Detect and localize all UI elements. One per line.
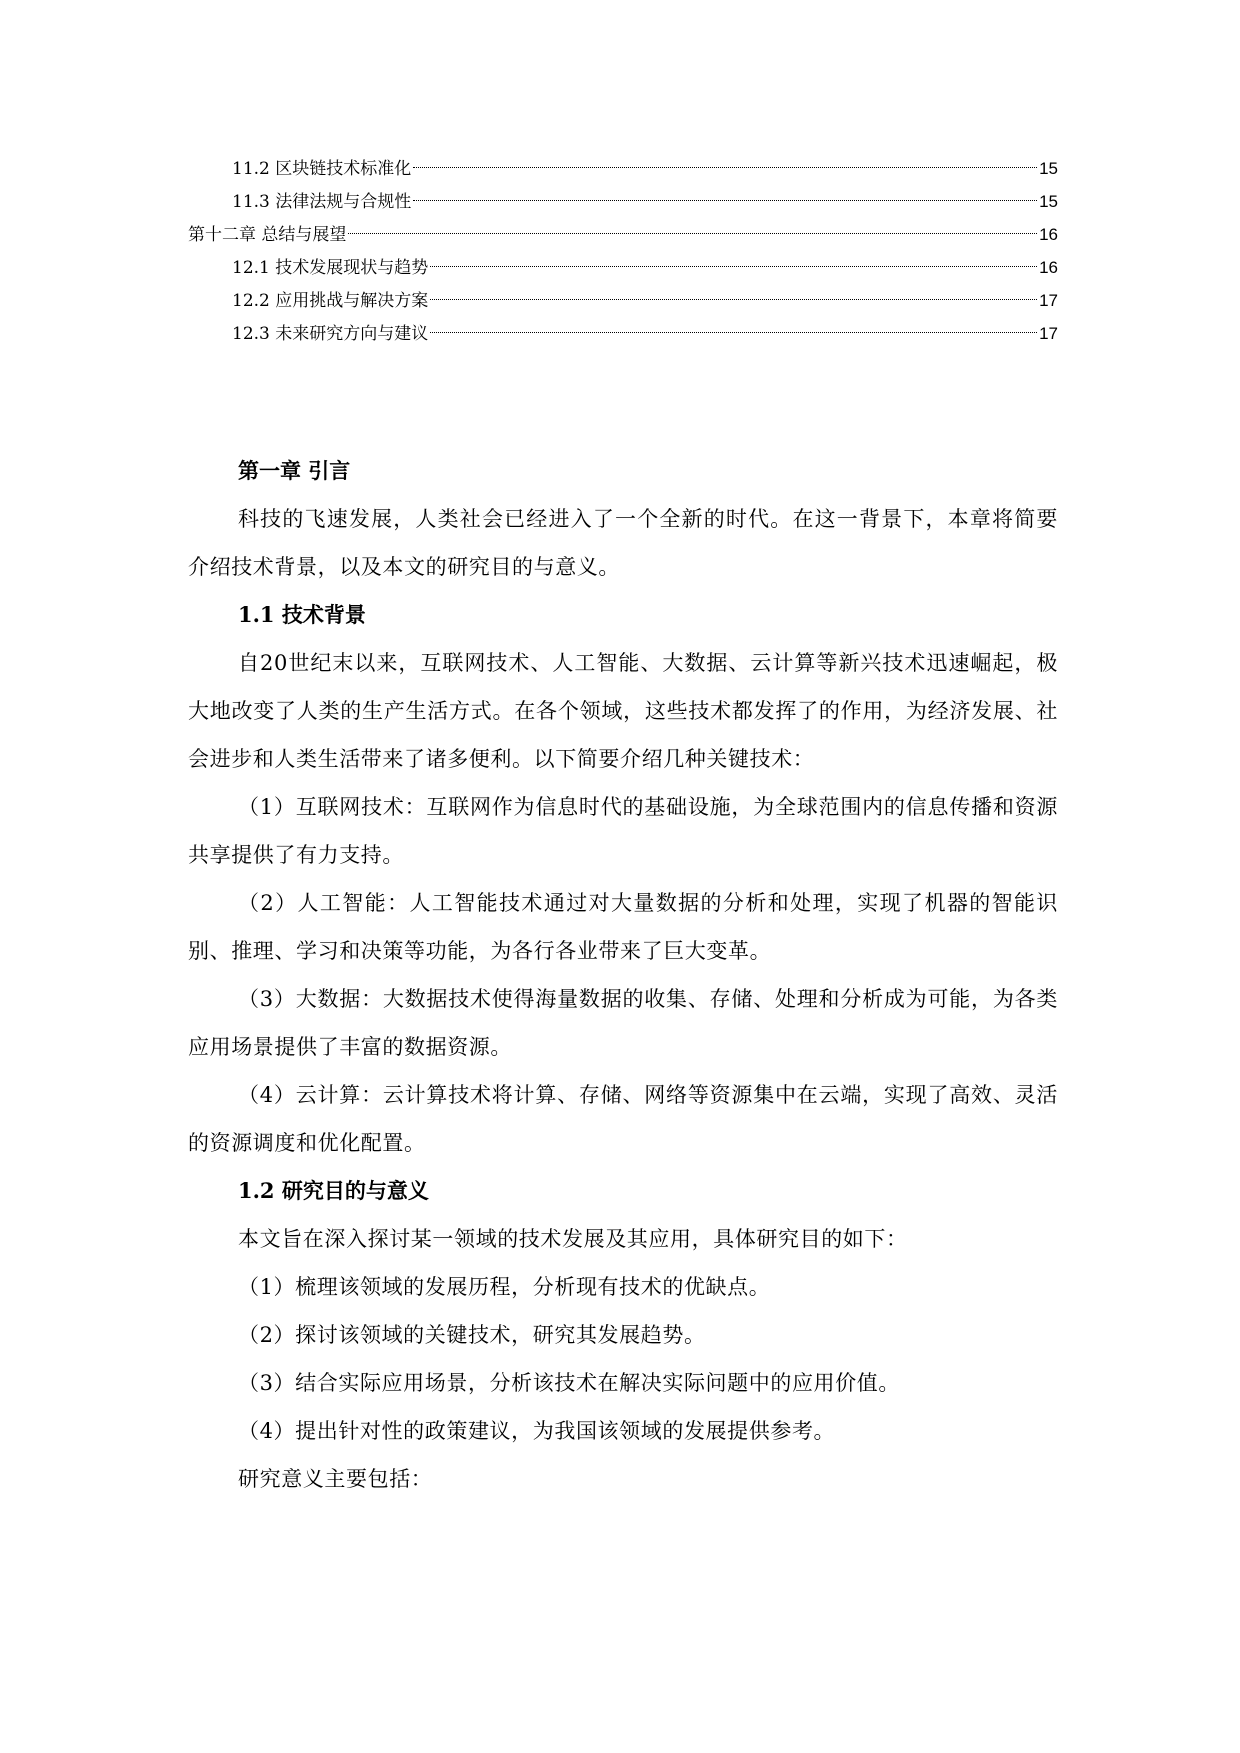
toc-dot-leader xyxy=(413,200,1037,201)
toc-entry-title: 11.2 区块链技术标准化 xyxy=(232,159,412,179)
section-1-2-outro: 研究意义主要包括： xyxy=(238,1467,433,1491)
section-title-1-1: 1.1 技术背景 xyxy=(238,602,366,627)
toc-entry-title: 12.3 未来研究方向与建议 xyxy=(232,324,429,344)
toc-dot-leader xyxy=(348,233,1037,234)
section-1-2-intro: 本文旨在深入探讨某一领域的技术发展及其应用，具体研究目的如下： xyxy=(238,1227,908,1251)
list-item: （4）提出针对性的政策建议，为我国该领域的发展提供参考。 xyxy=(238,1419,836,1443)
toc-entry-page: 15 xyxy=(1039,159,1058,178)
list-item: （2）探讨该领域的关键技术，研究其发展趋势。 xyxy=(238,1323,706,1347)
toc-entry[interactable] xyxy=(188,218,1058,251)
chapter-body xyxy=(188,447,1058,1503)
toc-dot-leader xyxy=(430,332,1037,333)
toc-entry-title: 12.2 应用挑战与解决方案 xyxy=(232,291,429,311)
section-title-1-2: 1.2 研究目的与意义 xyxy=(238,1178,429,1203)
toc-entry-page: 16 xyxy=(1039,225,1058,244)
chapter-title: 第一章 引言 xyxy=(238,458,351,483)
chapter-intro-paragraph: 科技的飞速发展，人类社会已经进入了一个全新的时代。在这一背景下，本章将简要介绍技术背景，以及本文的研究目的与意义。 xyxy=(188,507,1058,579)
list-item: （1）梳理该领域的发展历程，分析现有技术的优缺点。 xyxy=(238,1275,771,1299)
list-item: （1）互联网技术：互联网作为信息时代的基础设施，为全球范围内的信息传播和资源共享提供了有力支持。 xyxy=(188,795,1058,867)
list-item: （3）结合实际应用场景，分析该技术在解决实际问题中的应用价值。 xyxy=(238,1371,900,1395)
toc-entry-title: 第十二章 总结与展望 xyxy=(188,225,347,245)
toc-entry-title: 11.3 法律法规与合规性 xyxy=(232,192,412,212)
table-of-contents xyxy=(188,152,1058,350)
toc-dot-leader xyxy=(430,266,1037,267)
toc-entry[interactable] xyxy=(188,152,1058,185)
toc-dot-leader xyxy=(430,299,1037,300)
toc-entry-page: 15 xyxy=(1039,192,1058,211)
toc-entry-page: 17 xyxy=(1039,291,1058,310)
list-item: （4）云计算：云计算技术将计算、存储、网络等资源集中在云端，实现了高效、灵活的资源调度和优化配置。 xyxy=(188,1083,1058,1155)
list-item: （3）大数据：大数据技术使得海量数据的收集、存储、处理和分析成为可能，为各类应用场景提供了丰富的数据资源。 xyxy=(188,987,1058,1059)
toc-entry[interactable] xyxy=(188,185,1058,218)
toc-entry[interactable] xyxy=(188,251,1058,284)
toc-entry[interactable] xyxy=(188,284,1058,317)
list-item: （2）人工智能：人工智能技术通过对大量数据的分析和处理，实现了机器的智能识别、推理、学习和决策等功能，为各行各业带来了巨大变革。 xyxy=(188,891,1058,963)
toc-entry-page: 16 xyxy=(1039,258,1058,277)
toc-entry-title: 12.1 技术发展现状与趋势 xyxy=(232,258,429,278)
toc-entry[interactable] xyxy=(188,317,1058,350)
section-1-1-paragraph: 自20世纪末以来，互联网技术、人工智能、大数据、云计算等新兴技术迅速崛起，极大地改变了人类的生产生活方式。在各个领域，这些技术都发挥了的作用，为经济发展、社会进步和人类生活带来了诸多便利。以下简要介绍几种关键技术： xyxy=(188,651,1058,771)
toc-dot-leader xyxy=(413,167,1037,168)
toc-entry-page: 17 xyxy=(1039,324,1058,343)
